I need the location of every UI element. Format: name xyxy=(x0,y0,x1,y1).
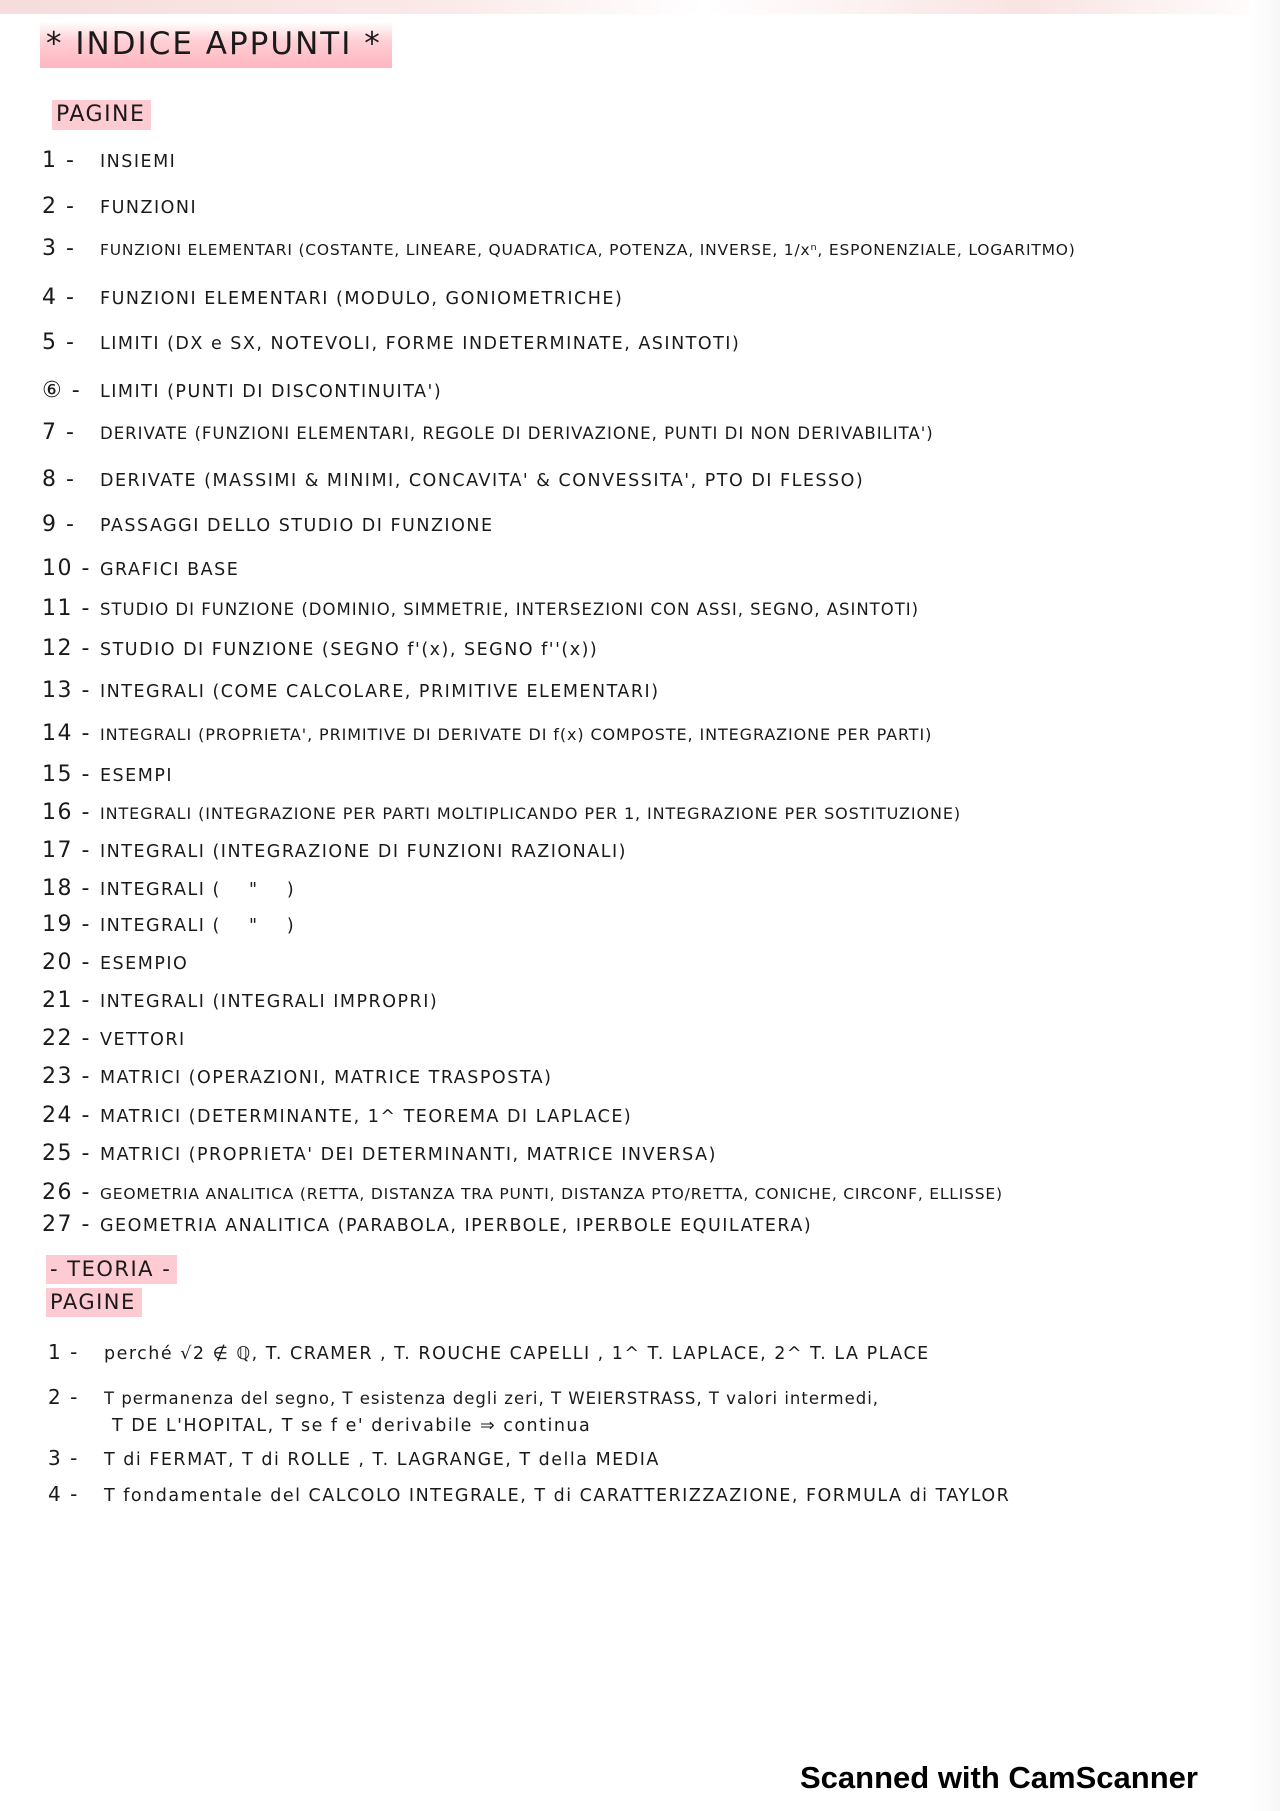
index-entry xyxy=(42,236,1076,261)
entry-page-number: 15 - xyxy=(42,762,91,787)
index-entry xyxy=(42,1212,812,1237)
entry-text: INTEGRALI (INTEGRAZIONE DI FUNZIONI RAZIONALI) xyxy=(100,842,627,862)
index-entry xyxy=(42,420,934,445)
entry-page-number: 16 - xyxy=(42,800,91,825)
entry-text: MATRICI (DETERMINANTE, 1^ TEOREMA DI LAPLACE) xyxy=(100,1107,633,1127)
index-entry xyxy=(42,194,197,219)
theory-page-number: 1 - xyxy=(48,1340,79,1364)
entry-page-number: 26 - xyxy=(42,1180,91,1205)
theory-pages-label: PAGINE xyxy=(46,1288,142,1317)
entry-page-number: 24 - xyxy=(42,1103,91,1128)
entry-page-number: 20 - xyxy=(42,950,91,975)
camscanner-watermark: Scanned with CamScanner xyxy=(800,1760,1198,1795)
index-entry xyxy=(42,838,627,863)
theory-page-number: 4 - xyxy=(48,1482,79,1506)
entry-page-number: 7 - xyxy=(42,420,76,445)
entry-text: GRAFICI BASE xyxy=(100,560,240,580)
entry-text: STUDIO DI FUNZIONE (DOMINIO, SIMMETRIE, INTERSEZIONI CON ASSI, SEGNO, ASINTOTI) xyxy=(100,600,920,619)
page-title: * INDICE APPUNTI * xyxy=(40,22,392,68)
entry-text: INTEGRALI ( " ) xyxy=(100,880,296,900)
index-entry xyxy=(42,1103,632,1128)
index-entry xyxy=(42,636,598,661)
entry-text: INTEGRALI (PROPRIETA', PRIMITIVE DI DERIVATE DI f(x) COMPOSTE, INTEGRAZIONE PER PARTI) xyxy=(100,725,933,744)
index-entry xyxy=(42,596,919,621)
entry-text: DERIVATE (MASSIMI & MINIMI, CONCAVITA' & CONVESSITA', PTO DI FLESSO) xyxy=(100,471,865,491)
entry-page-number: 22 - xyxy=(42,1026,91,1051)
theory-page-number: 2 - xyxy=(48,1385,79,1409)
index-entry xyxy=(42,762,173,787)
theory-entry xyxy=(48,1482,1010,1506)
entry-page-number: 9 - xyxy=(42,512,76,537)
page-top-edge xyxy=(0,0,1280,14)
entry-page-number: 17 - xyxy=(42,838,91,863)
theory-label: - TEORIA - xyxy=(46,1255,177,1284)
theory-entry xyxy=(48,1340,930,1364)
theory-page-number: 3 - xyxy=(48,1446,79,1470)
index-entry xyxy=(42,678,660,703)
entry-page-number: 10 - xyxy=(42,556,91,581)
entry-page-number: ⑥ - xyxy=(42,378,82,403)
entry-page-number: 25 - xyxy=(42,1141,91,1166)
entry-page-number: 8 - xyxy=(42,467,76,492)
entry-page-number: 11 - xyxy=(42,596,91,621)
index-entry xyxy=(42,1026,186,1051)
index-entry xyxy=(42,950,188,975)
entry-text: ESEMPIO xyxy=(100,954,189,974)
entry-text: MATRICI (OPERAZIONI, MATRICE TRASPOSTA) xyxy=(100,1068,553,1088)
index-entry xyxy=(42,556,239,581)
index-entry xyxy=(42,1141,717,1166)
index-entry xyxy=(42,721,932,746)
entry-text: INTEGRALI ( " ) xyxy=(100,916,296,936)
index-entry xyxy=(42,988,438,1013)
page-right-edge xyxy=(1250,0,1280,1811)
entry-page-number: 2 - xyxy=(42,194,76,219)
index-entry xyxy=(42,512,494,537)
index-entry xyxy=(42,330,740,355)
entry-text: ESEMPI xyxy=(100,766,174,786)
entry-page-number: 19 - xyxy=(42,912,91,937)
entry-page-number: 3 - xyxy=(42,236,76,261)
entry-text: LIMITI (PUNTI DI DISCONTINUITA') xyxy=(100,382,443,402)
entry-text: INTEGRALI (COME CALCOLARE, PRIMITIVE ELEMENTARI) xyxy=(100,682,660,702)
theory-continuation: T DE L'HOPITAL, T se f e' derivabile ⇒ continua xyxy=(112,1416,592,1436)
entry-page-number: 1 - xyxy=(42,148,76,173)
theory-entry xyxy=(48,1446,660,1470)
entry-page-number: 21 - xyxy=(42,988,91,1013)
index-entry xyxy=(42,148,176,173)
index-entry xyxy=(42,800,961,825)
entry-text: FUNZIONI ELEMENTARI (COSTANTE, LINEARE, QUADRATICA, POTENZA, INVERSE, 1/xⁿ, ESPONENZIALE, LOGARITMO) xyxy=(100,241,1076,259)
entry-page-number: 12 - xyxy=(42,636,91,661)
entry-page-number: 23 - xyxy=(42,1064,91,1089)
entry-text: MATRICI (PROPRIETA' DEI DETERMINANTI, MATRICE INVERSA) xyxy=(100,1145,717,1165)
entry-text: LIMITI (DX e SX, NOTEVOLI, FORME INDETERMINATE, ASINTOTI) xyxy=(100,334,741,354)
index-entry xyxy=(42,467,864,492)
index-entry xyxy=(42,378,442,403)
entry-page-number: 14 - xyxy=(42,721,91,746)
entry-text: INTEGRALI (INTEGRALI IMPROPRI) xyxy=(100,992,439,1012)
entry-text: FUNZIONI ELEMENTARI (MODULO, GONIOMETRICHE) xyxy=(100,289,624,309)
theory-text: T di FERMAT, T di ROLLE , T. LAGRANGE, T della MEDIA xyxy=(104,1450,660,1470)
index-entry xyxy=(42,876,295,901)
entry-text: PASSAGGI DELLO STUDIO DI FUNZIONE xyxy=(100,516,494,536)
entry-text: DERIVATE (FUNZIONI ELEMENTARI, REGOLE DI DERIVAZIONE, PUNTI DI NON DERIVABILITA') xyxy=(100,424,934,443)
entry-text: GEOMETRIA ANALITICA (RETTA, DISTANZA TRA PUNTI, DISTANZA PTO/RETTA, CONICHE, CIRCONF, ELLISSE) xyxy=(100,1185,1003,1203)
index-entry xyxy=(42,1180,1003,1205)
entry-text: INSIEMI xyxy=(100,152,177,172)
entry-text: VETTORI xyxy=(100,1030,186,1050)
theory-text: T fondamentale del CALCOLO INTEGRALE, T di CARATTERIZZAZIONE, FORMULA di TAYLOR xyxy=(104,1486,1011,1506)
entry-page-number: 13 - xyxy=(42,678,91,703)
theory-entry xyxy=(48,1385,879,1409)
entry-text: FUNZIONI xyxy=(100,198,198,218)
index-entry xyxy=(42,912,295,937)
entry-page-number: 18 - xyxy=(42,876,91,901)
theory-text: T permanenza del segno, T esistenza degli zeri, T WEIERSTRASS, T valori intermedi, xyxy=(104,1389,880,1408)
index-entry xyxy=(42,1064,552,1089)
entry-text: INTEGRALI (INTEGRAZIONE PER PARTI MOLTIPLICANDO PER 1, INTEGRAZIONE PER SOSTITUZIONE) xyxy=(100,804,961,823)
index-entry xyxy=(42,285,623,310)
entry-text: GEOMETRIA ANALITICA (PARABOLA, IPERBOLE, IPERBOLE EQUILATERA) xyxy=(100,1216,813,1236)
entry-page-number: 27 - xyxy=(42,1212,91,1237)
theory-text: perché √2 ∉ ℚ, T. CRAMER , T. ROUCHE CAPELLI , 1^ T. LAPLACE, 2^ T. LA PLACE xyxy=(104,1344,930,1364)
entry-text: STUDIO DI FUNZIONE (SEGNO f'(x), SEGNO f''(x)) xyxy=(100,640,599,660)
pages-label: PAGINE xyxy=(52,100,151,130)
entry-page-number: 5 - xyxy=(42,330,76,355)
entry-page-number: 4 - xyxy=(42,285,76,310)
